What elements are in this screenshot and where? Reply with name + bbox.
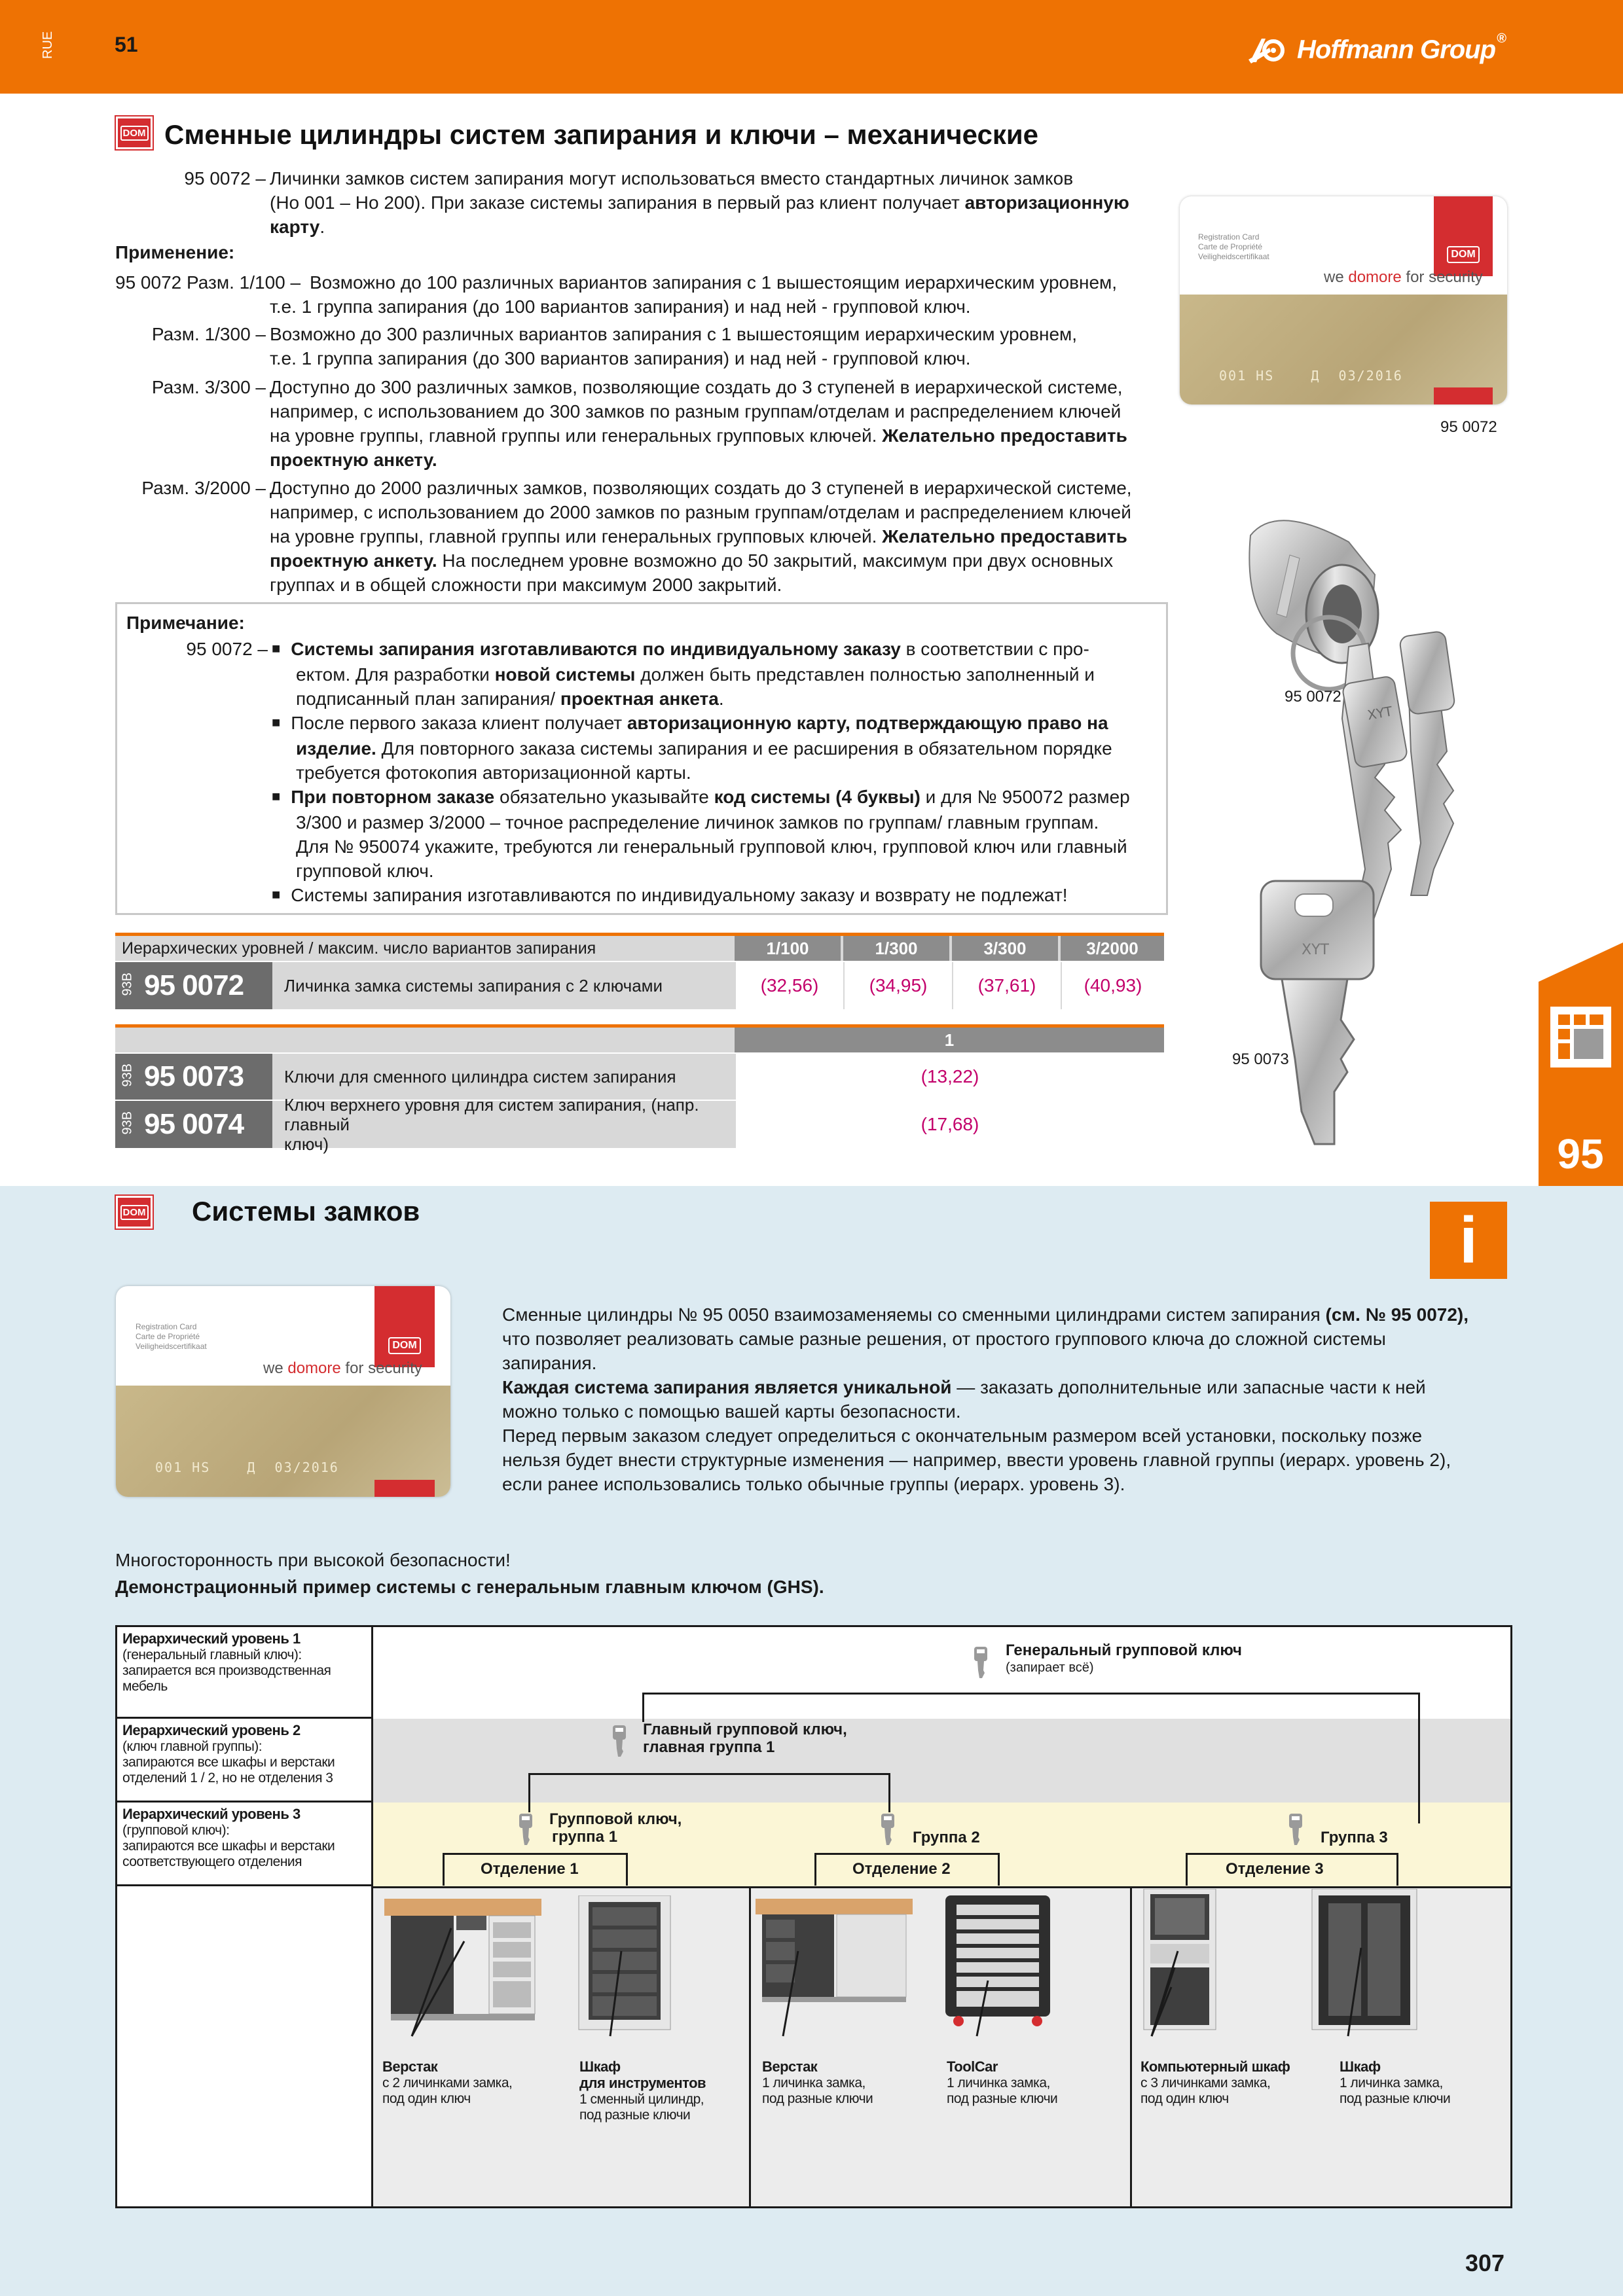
card2-code: 001 HS Д 03/2016: [155, 1460, 339, 1475]
item-label-cabinet: Шкаф 1 личинка замка, под разные ключи: [1340, 2058, 1451, 2106]
brand-reg: ®: [1497, 31, 1506, 46]
note-bullet-2: ■ После первого заказа клиент получает авторизационную карту, подтверждающую право на: [272, 711, 1156, 736]
note-box: [115, 602, 1168, 915]
note-title: Примечание:: [126, 613, 245, 633]
table-row: [115, 1095, 1164, 1154]
key-image: [1256, 876, 1387, 1151]
info-icon: i: [1430, 1202, 1507, 1279]
usage-32000-label: Разм. 3/2000 –: [141, 478, 266, 498]
key-icon-group-2: [880, 1814, 896, 1845]
language-code: RUE: [41, 31, 55, 59]
table1-header-label: Иерархических уровней / максим. число вариантов запирания: [122, 939, 596, 958]
page-header: [0, 0, 1623, 94]
item-label-toolcar: ToolCar 1 личинка замка, под разные ключи: [947, 2058, 1058, 2106]
key-icon-main-group: [611, 1725, 627, 1757]
item-label-computer-cabinet: Компьютерный шкаф с 3 личинками замка, под один ключ: [1140, 2058, 1290, 2106]
item-label-workbench-1: Верстак с 2 личинками замка, под один ключ: [382, 2058, 513, 2106]
article-description: Ключ верхнего уровня для систем запирания, (напр. главный ключ): [272, 1101, 735, 1148]
department-3-label: Отделение 3: [1226, 1860, 1324, 1878]
card-slogan: we domore for security: [1324, 268, 1483, 286]
article-number-950072[interactable]: 93B 95 0072: [115, 962, 272, 1009]
dom-logo: DOM: [116, 117, 153, 149]
hierarchy-diagram: [115, 1625, 1512, 2208]
usage-1100-text: Возможно до 100 различных вариантов запирания с 1 вышестоящим иерархическим уровнем,: [310, 272, 1118, 293]
card2-line-3: Veiligheidscertifikaat: [136, 1342, 207, 1351]
group-2-label: Группа 2: [913, 1829, 980, 1846]
department-2-label: Отделение 2: [852, 1860, 951, 1878]
table2-header: [115, 1028, 1164, 1052]
article-number-950074[interactable]: 93B 95 0074: [115, 1101, 272, 1148]
level-1-description: Иерархический уровень 1 (генеральный главный ключ): запирается вся производственная мебель: [117, 1627, 371, 1719]
table-row: [115, 1054, 1164, 1100]
demo-title: Демонстрационный пример системы с генеральным главным ключом (GHS).: [115, 1577, 824, 1597]
price-3-2000: (40,93): [1061, 962, 1164, 1009]
key-caption: 95 0073: [1232, 1050, 1289, 1068]
level-3-description: Иерархический уровень 3 (групповой ключ): запираются все шкафы и верстаки соответствующего отделения: [117, 1803, 371, 1886]
section2-text: Сменные цилиндры № 95 0050 взаимозаменяемы со сменными цилиндрами систем запирания (см. № 95 0072), что позволяет реализовать самые разные решения, от простого группового ключа до сложной системы запирания. Каждая система запирания является уникальной — заказать дополнительные или запасные части к ней можно только с помощью вашей карты безопасности. Перед первым заказом следует определиться с окончательным размером всей установки, поскольку позже нельзя будет внести структурные изменения — например, ввести уровень главной группы (иерарх. уровень 2), если ранее использовались только обычные группы (иерарх. уровень 3).: [502, 1304, 1469, 1494]
key-engrave-text: XYT: [1366, 703, 1394, 723]
page-number-bottom: 307: [1465, 2250, 1505, 2276]
note-bullet-4: ■ Системы запирания изготавливаются по индивидуальному заказу и возврату не подлежат!: [272, 883, 1156, 908]
intro-label: 95 0072 –: [184, 168, 266, 188]
col-1-300: 1/300: [843, 936, 949, 961]
card2-line-1: Registration Card: [136, 1322, 197, 1331]
usage-1100-label: 95 0072 Разм. 1/100 –: [115, 272, 301, 293]
usage-title: Применение:: [115, 242, 235, 262]
section-title: Сменные цилиндры систем запирания и ключи – механические: [164, 119, 1039, 150]
registration-card-image-2: Registration Card Carte de Propriété Veiligheidscertifikaat DOM we domore for security 001 HS Д 03/2016: [116, 1286, 450, 1497]
note-label: 95 0072 –: [186, 639, 268, 659]
usage-32000-text: Доступно до 2000 различных замков, позволяющих создать до 3 ступеней в иерархической системе, например, с использованием до 2000 замков по разным группам/отделам и распределением ключей на уровне группы, главной группы или генеральных групповых ключей. Желательно предоставить проектную анкету. На последнем уровне возможно до 50 закрытий, максимум при двух основных группах и в общей сложности при максимум 2000 закрытий.: [270, 478, 1132, 595]
table1-header: [115, 936, 1164, 961]
price-1-300: (34,95): [843, 962, 952, 1009]
key-icon-group-1: [518, 1814, 534, 1845]
card-code: 001 HS Д 03/2016: [1219, 368, 1403, 384]
card-line-2: Carte de Propriété: [1198, 242, 1263, 251]
card2-line-2: Carte de Propriété: [136, 1332, 200, 1341]
note-bullet-3: ■ При повторном заказе обязательно указывайте код системы (4 буквы) и для № 950072 размер: [272, 785, 1156, 810]
chapter-tab[interactable]: [1539, 942, 1623, 1194]
level-2-description: Иерархический уровень 2 (ключ главной группы): запираются все шкафы и верстаки отделений 1 / 2, но не отделения 3: [117, 1719, 371, 1803]
card2-slogan: we domore for security: [263, 1359, 422, 1377]
key-icon-group-3: [1288, 1814, 1304, 1845]
intro-text: Личинки замков систем запирания могут использоваться вместо стандартных личинок замков (Но 001 – Но 200). При заказе системы запирания в первый раз клиент получает авторизационную карту.: [270, 168, 1129, 237]
item-label-tool-cabinet: Шкаф для инструментов 1 сменный цилиндр, под разные ключи: [579, 2058, 706, 2123]
usage-1300-label: Разм. 1/300 –: [151, 324, 266, 344]
usage-3300-label: Разм. 3/300 –: [151, 377, 266, 397]
price-3-300: (37,61): [952, 962, 1061, 1009]
grid-icon: [1550, 1007, 1611, 1067]
col-3-300: 3/300: [952, 936, 1058, 961]
registration-card-image: [1180, 196, 1507, 404]
brand-name: Hoffmann Group: [1297, 35, 1496, 64]
price-950074: (17,68): [735, 1101, 1164, 1148]
col-3-2000: 3/2000: [1061, 936, 1164, 961]
note-bullet-1: ■ Системы запирания изготавливаются по индивидуальному заказу в соответствии с про-: [272, 637, 1156, 662]
key-engrave-text-2: XYT: [1302, 942, 1329, 958]
group-1-key-label: Групповой ключ, группа 1: [549, 1810, 682, 1846]
hoffmann-emblem-icon: [1247, 33, 1292, 66]
chapter-number: 95: [1557, 1130, 1604, 1177]
usage-3300-text: Доступно до 300 различных замков, позволяющие создать до 3 ступеней в иерархической системе, например, с использованием до 300 замков по разным группам/отделам и распределением ключей на уровне группы, главной группы или генеральных групповых ключей. Желательно предоставить проектную анкету.: [270, 377, 1127, 470]
dom-logo-2: DOM: [116, 1196, 153, 1229]
card-caption: 95 0072: [1440, 418, 1497, 436]
card-line-3: Veiligheidscertifikaat: [1198, 252, 1269, 261]
item-label-workbench-2: Верстак 1 личинка замка, под разные ключи: [762, 2058, 873, 2106]
price-950073: (13,22): [735, 1054, 1164, 1100]
tagline: Многосторонность при высокой безопасности!: [115, 1550, 511, 1570]
section2-title: Системы замков: [192, 1196, 420, 1227]
department-1-label: Отделение 1: [481, 1860, 579, 1878]
card-dom-badge: DOM: [1434, 196, 1493, 276]
group-3-label: Группа 3: [1321, 1829, 1388, 1846]
col-1: 1: [735, 1028, 1164, 1052]
usage-1300-text: Возможно до 300 различных вариантов запирания с 1 вышестоящим иерархическим уровнем, т.е. 1 группа запирания (до 300 вариантов запирания) и над ней - групповой ключ.: [270, 324, 1078, 368]
article-description: Ключи для сменного цилиндра систем запирания: [272, 1054, 735, 1100]
article-number-950073[interactable]: 93B 95 0073: [115, 1054, 272, 1100]
table-row: [115, 962, 1164, 1009]
main-group-key-label: Главный групповой ключ, главная группа 1: [643, 1721, 847, 1756]
col-1-100: 1/100: [735, 936, 841, 961]
note-bullets: ■ Системы запирания изготавливаются по индивидуальному заказу в соответствии с про- ектом. Для разработки новой системы должен быть представлен полностью заполненный и подписанный план запирания/ проектная анкета. ■ После первого заказа клиент получает авторизационную карту, подтверждающую право на изделие. Для повторного заказа системы запирания и ее расширения в обязательном порядке требуется фотокопия авторизационной карты. ■ При повторном заказе обязательно указывайте код системы (4 буквы) и для № 950072 размер 3/300 и размер 3/2000 – точное распределение личинок замков по группам/ главным группам. Для № 950074 укажите, требуются ли генеральный групповой ключ, групповой ключ или главный групповой ключ. ■ Системы запирания изготавливаются по индивидуальному заказу и возврату не подлежат!: [272, 637, 1156, 908]
card-line-1: Registration Card: [1198, 232, 1260, 242]
master-key-label: Генеральный групповой ключ (запирает всё): [1006, 1641, 1242, 1675]
usage-1100-text-2: т.е. 1 группа запирания (до 100 вариантов запирания) и над ней - групповой ключ.: [270, 296, 971, 317]
cylinder-caption: 95 0072: [1285, 688, 1341, 706]
article-description: Личинка замка системы запирания с 2 ключами: [272, 962, 735, 1009]
hoffmann-logo[interactable]: [1247, 31, 1506, 68]
key-icon-master: [973, 1647, 989, 1678]
price-1-100: (32,56): [735, 962, 843, 1009]
page-number-top: 51: [115, 33, 138, 56]
